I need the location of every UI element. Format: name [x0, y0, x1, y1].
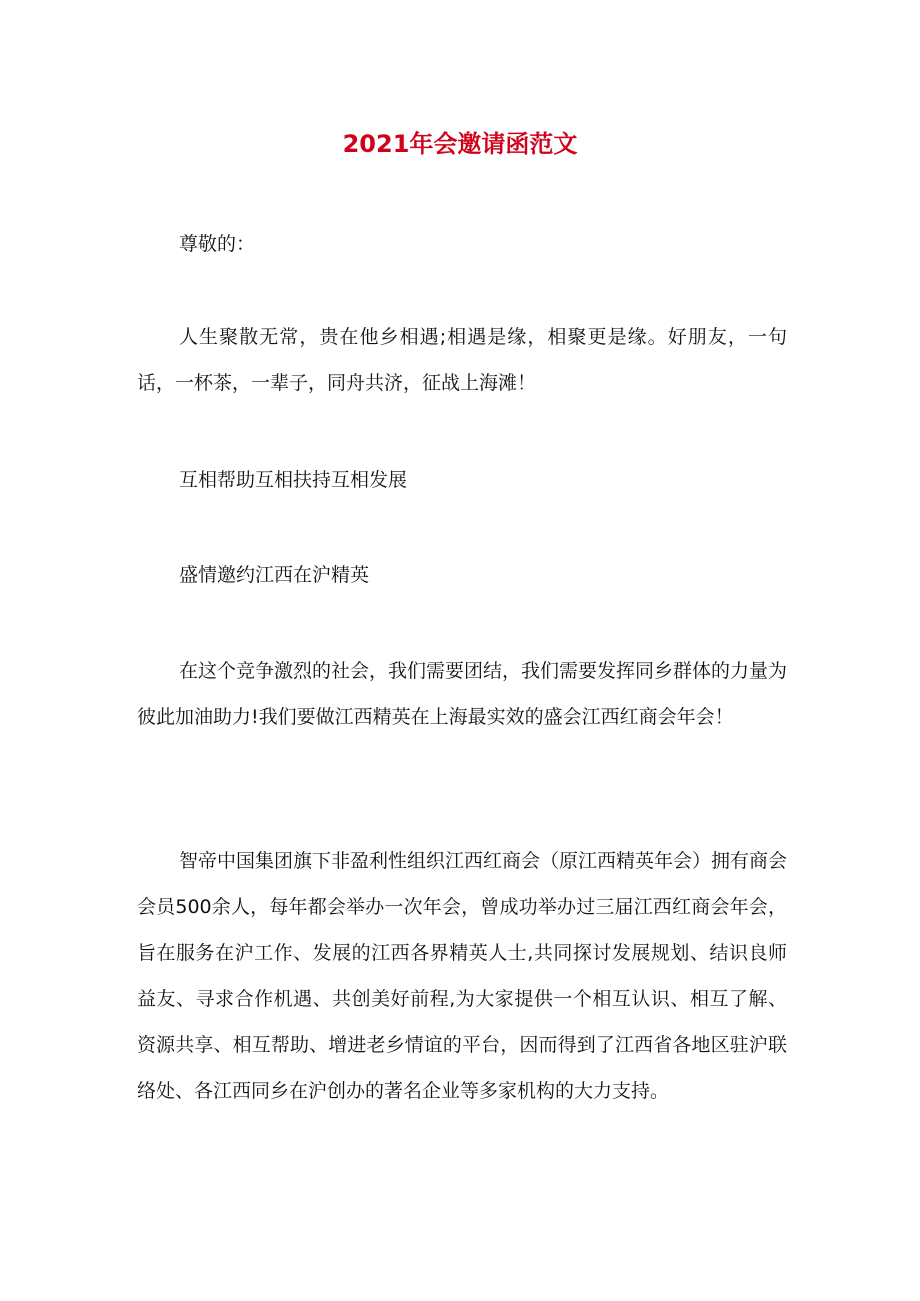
- paragraph-intro: 人生聚散无常，贵在他乡相遇;相遇是缘，相聚更是缘。好朋友，一句话，一杯茶，一辈子，同舟共济，征战上海滩！: [137, 326, 787, 394]
- paragraph-organization: 智帝中国集团旗下非盈利性组织江西红商会（原江西精英年会）拥有商会会员500余人，每年都会举办一次年会，曾成功举办过三届江西红商会年会，旨在服务在沪工作、发展的江西各界精英人士,共同探讨发展规划、结识良师益友、寻求合作机遇、共创美好前程,为大家提供一个相互认识、相互了解、资源共享、相互帮助、增进老乡情谊的平台，因而得到了江西省各地区驻沪联络处、各江西同乡在沪创办的著名企业等多家机构的大力支持。: [137, 850, 788, 1102]
- document-title: 2021年会邀请函范文: [342, 130, 578, 158]
- greeting: 尊敬的：: [179, 233, 256, 255]
- paragraph-slogan-1: 互相帮助互相扶持互相发展: [179, 469, 408, 491]
- paragraph-slogan-2: 盛情邀约江西在沪精英: [179, 564, 370, 586]
- paragraph-unity: 在这个竞争激烈的社会，我们需要团结，我们需要发挥同乡群体的力量为彼此加油助力!我们要做江西精英在上海最实效的盛会江西红商会年会！: [137, 660, 788, 728]
